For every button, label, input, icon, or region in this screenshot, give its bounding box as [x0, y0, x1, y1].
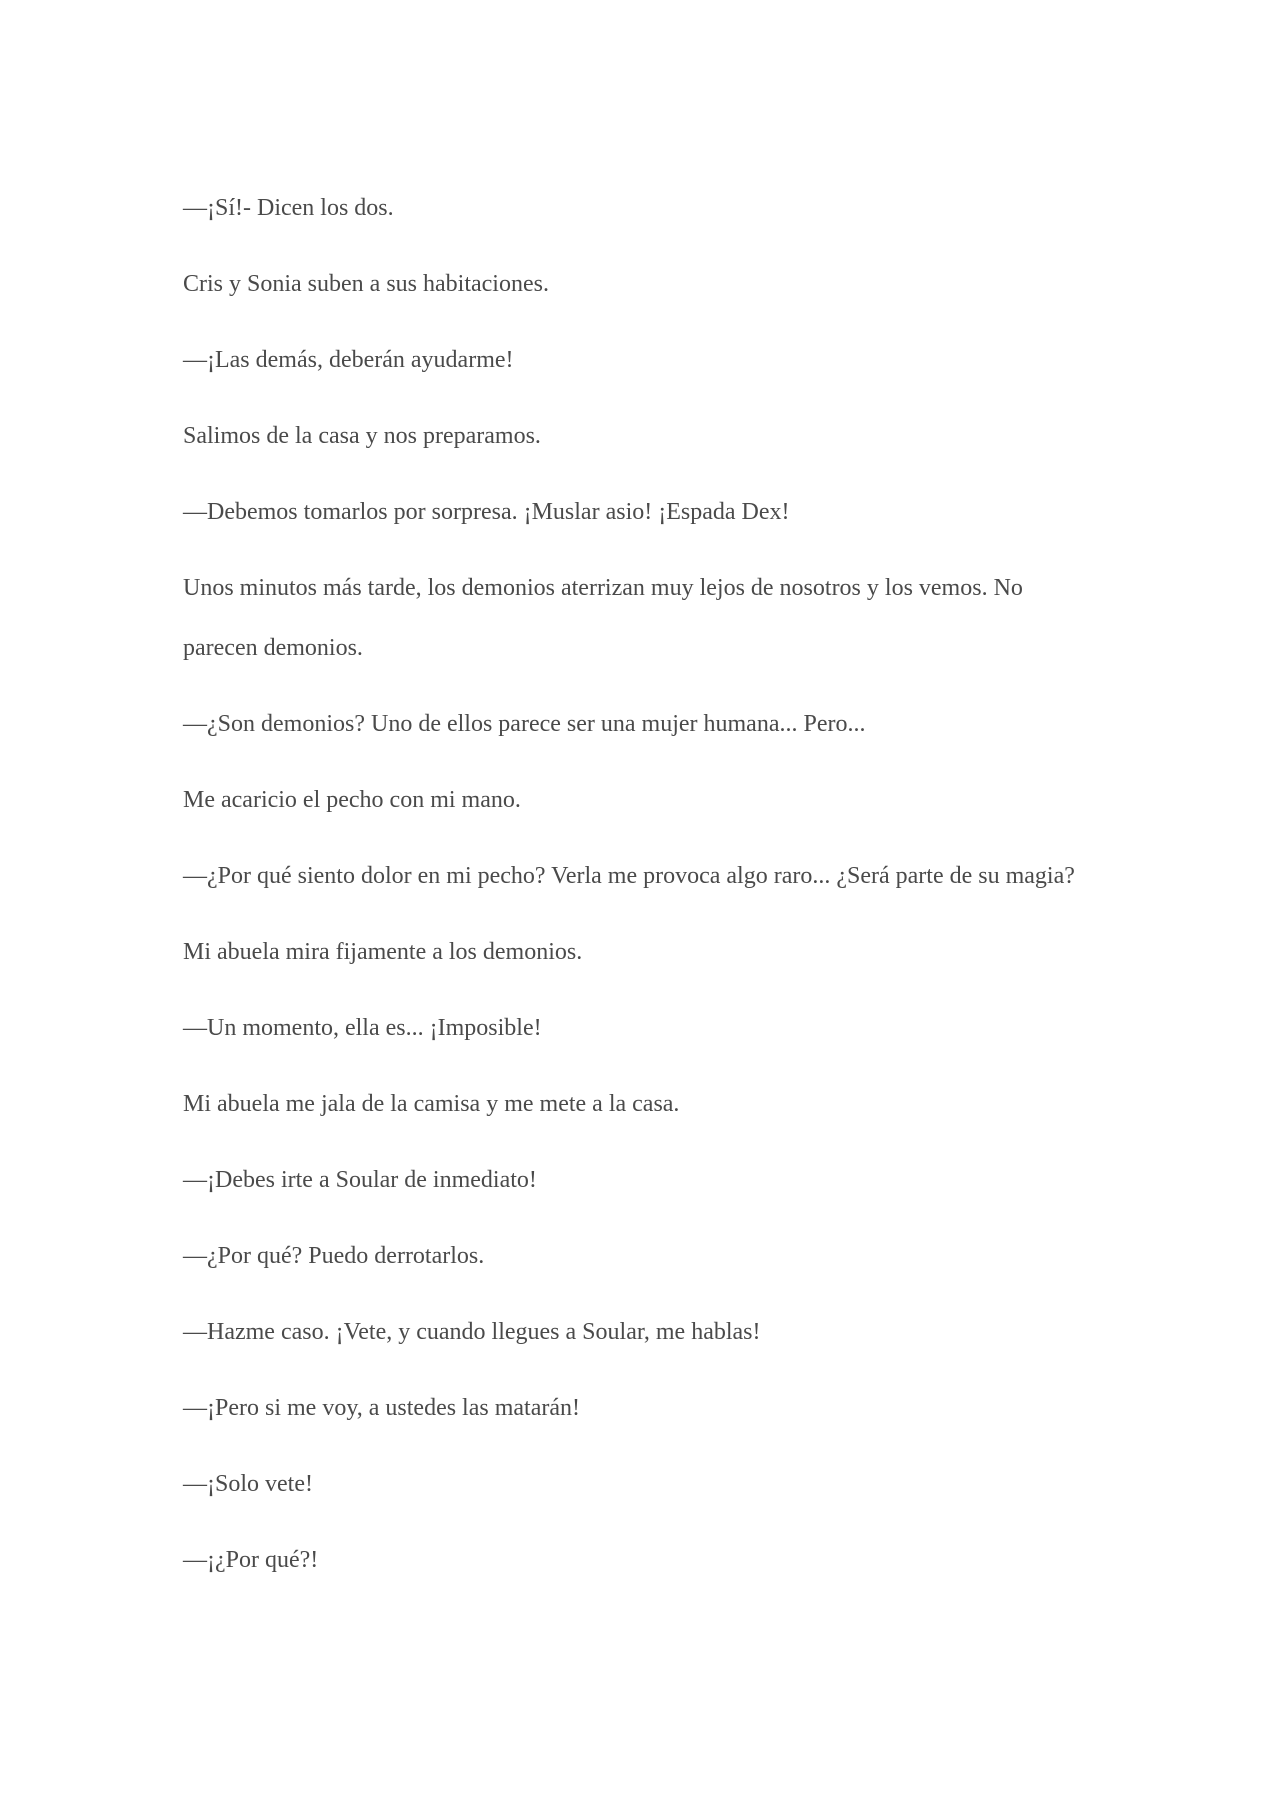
paragraph: —¿Por qué? Puedo derrotarlos.	[183, 1243, 485, 1269]
paragraph: Unos minutos más tarde, los demonios aterrizan muy lejos de nosotros y los vemos. No parecen demonios.	[183, 575, 1023, 661]
paragraph: Me acaricio el pecho con mi mano.	[183, 787, 521, 813]
paragraph: —¡Pero si me voy, a ustedes las matarán!	[183, 1395, 580, 1421]
paragraph: —¡Debes irte a Soular de inmediato!	[183, 1167, 537, 1193]
paragraph: Salimos de la casa y nos preparamos.	[183, 423, 541, 449]
paragraph: —¡¿Por qué?!	[183, 1547, 319, 1573]
body-text	[183, 178, 1103, 1606]
paragraph: Cris y Sonia suben a sus habitaciones.	[183, 271, 549, 297]
paragraph: —¡Sí!- Dicen los dos.	[183, 195, 394, 221]
paragraph: —Hazme caso. ¡Vete, y cuando llegues a Soular, me hablas!	[183, 1319, 761, 1345]
paragraph: Mi abuela me jala de la camisa y me mete a la casa.	[183, 1091, 680, 1117]
paragraph: —¿Por qué siento dolor en mi pecho? Verla me provoca algo raro... ¿Será parte de su magia?	[183, 863, 1075, 889]
paragraph: —¡Solo vete!	[183, 1471, 313, 1497]
paragraph: —Debemos tomarlos por sorpresa. ¡Muslar asio! ¡Espada Dex!	[183, 499, 790, 525]
paragraph: —¿Son demonios? Uno de ellos parece ser una mujer humana... Pero...	[183, 711, 866, 737]
paragraph: —Un momento, ella es... ¡Imposible!	[183, 1015, 542, 1041]
paragraph: —¡Las demás, deberán ayudarme!	[183, 347, 514, 373]
paragraph: Mi abuela mira fijamente a los demonios.	[183, 939, 583, 965]
